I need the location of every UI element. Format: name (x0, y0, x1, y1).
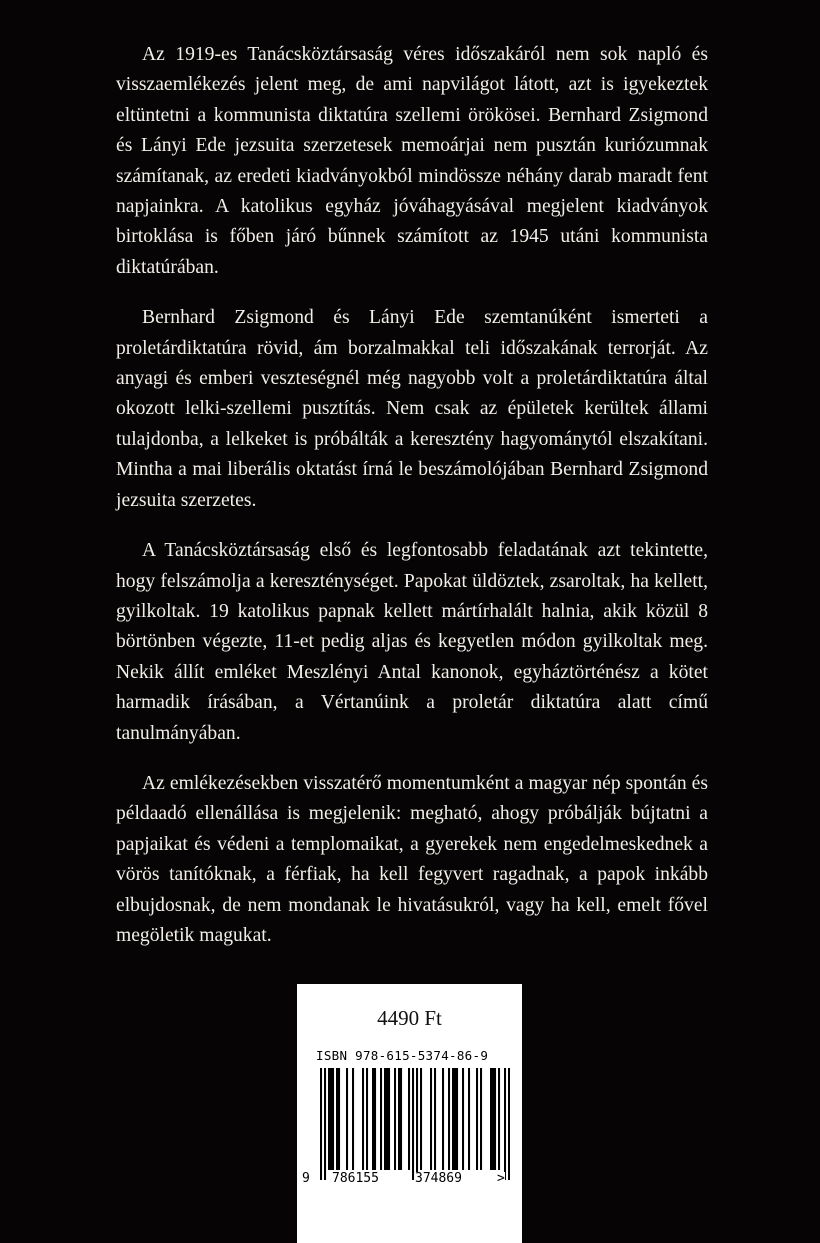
barcode-bar (398, 1068, 400, 1170)
barcode-bar (386, 1068, 388, 1170)
barcode-first-digit: 9 (302, 1171, 310, 1186)
isbn-barcode (320, 1068, 510, 1180)
barcode-bar (434, 1068, 436, 1170)
barcode-bar (330, 1068, 332, 1170)
back-cover-blurb (116, 40, 708, 971)
price-barcode-box (297, 984, 522, 1243)
price-label: 4490 Ft (377, 1006, 442, 1030)
blurb-paragraph: A Tanácsköztársaság első és legfontosabb feladatának azt tekintette, hogy felszámolja a kereszténységet. Papokat üldöztek, zsaroltak, ha kellett, gyilkoltak. 19 katolikus papnak kellett mártírhalált halnia, akik közül 8 börtönben végezte, 11-et pedig aljas és kegyetlen módon gyilkoltak meg. Nekik állít emléket Meszlényi Antal kanonok, egyháztörténész a kötet harmadik írásában, a Vértanúink a proletár diktatúra alatt című tanulmányában. (116, 540, 708, 744)
barcode-bar (380, 1068, 382, 1170)
barcode-right-digits: 374869 (415, 1171, 462, 1186)
barcode-bar (388, 1068, 390, 1170)
barcode-bar (384, 1068, 386, 1170)
barcode-quiet-zone-marker: > (497, 1171, 505, 1186)
barcode-bar (448, 1068, 450, 1170)
barcode-bar (490, 1068, 492, 1170)
blurb-paragraph: Bernhard Zsigmond és Lányi Ede szemtanúként ismerteti a proletárdiktatúra rövid, ám borzalmakkal teli időszakának terrorját. Az anyagi és emberi veszteségnél még nagyobb volt a proletárdiktatúra által okozott lelki-szellemi pusztítás. Nem csak az épületek kerültek állami tulajdonba, a lelkeket is próbálták a keresztény hagyománytól elszakítani. Mintha a mai liberális oktatást írná le beszámolójában Bernhard Zsigmond jezsuita szerzetes. (116, 307, 708, 511)
barcode-left-digits: 786155 (332, 1171, 379, 1186)
barcode-bar (430, 1068, 432, 1170)
barcode-bar (494, 1068, 496, 1170)
isbn-label: ISBN 978-615-5374-86-9 (316, 1048, 489, 1063)
barcode-guard-bar (508, 1068, 510, 1180)
barcode-bar (366, 1068, 368, 1170)
barcode-bar (442, 1068, 444, 1170)
barcode-guard-bar (320, 1068, 322, 1180)
blurb-paragraph: Az emlékezésekben visszatérő momentumként a magyar nép spontán és példaadó ellenállása is megjelenik: megható, ahogy próbálják bújtatni a papjaikat és védeni a templomaikat, a gyerekek nem engedelmeskednek a vörös tanítóknak, a férfiak, ha kell fegyvert ragadnak, a papok inkább elbujdosnak, de nem mondanak le hivatásukról, vagy ha kell, emelt fővel megöletik magukat. (116, 772, 708, 946)
barcode-guard-bar (412, 1068, 414, 1180)
barcode-bar (498, 1068, 500, 1170)
barcode-bar (332, 1068, 334, 1170)
barcode-bar (468, 1068, 470, 1170)
barcode-bar (420, 1068, 422, 1170)
barcode-bar (338, 1068, 340, 1170)
barcode-bar (456, 1068, 458, 1170)
barcode-guard-bar (504, 1068, 506, 1180)
barcode-bar (394, 1068, 396, 1170)
barcode-bar (476, 1068, 478, 1170)
barcode-bar (452, 1068, 454, 1170)
barcode-bar (462, 1068, 464, 1170)
blurb-paragraph: Az 1919-es Tanácsköztársaság véres időszakáról nem sok napló és visszaemlékezés jelent meg, de ami napvilágot látott, azt is igyekeztek eltüntetni a kommunista diktatúra szellemi örökösei. Bernhard Zsigmond és Lányi Ede jezsuita szerzetesek memoárjai nem pusztán kuriózumnak számítanak, az eredeti kiadványokból mindössze néhány darab maradt fent napjainkra. A katolikus egyház jóváhagyásával megjelent kiadványok birtoklása is főben járó bűnnek számított az 1945 utáni kommunista diktatúrában. (116, 44, 708, 278)
barcode-bar (328, 1068, 330, 1170)
barcode-bar (374, 1068, 376, 1170)
barcode-bar (408, 1068, 410, 1170)
barcode-bar (400, 1068, 402, 1170)
barcode-guard-bar (416, 1068, 418, 1180)
barcode-bar (372, 1068, 374, 1170)
barcode-bar (480, 1068, 482, 1170)
barcode-bar (346, 1068, 348, 1170)
barcode-bar (362, 1068, 364, 1170)
barcode-guard-bar (324, 1068, 326, 1180)
barcode-bar (336, 1068, 338, 1170)
barcode-bar (454, 1068, 456, 1170)
barcode-bar (352, 1068, 354, 1170)
barcode-bar (492, 1068, 494, 1170)
